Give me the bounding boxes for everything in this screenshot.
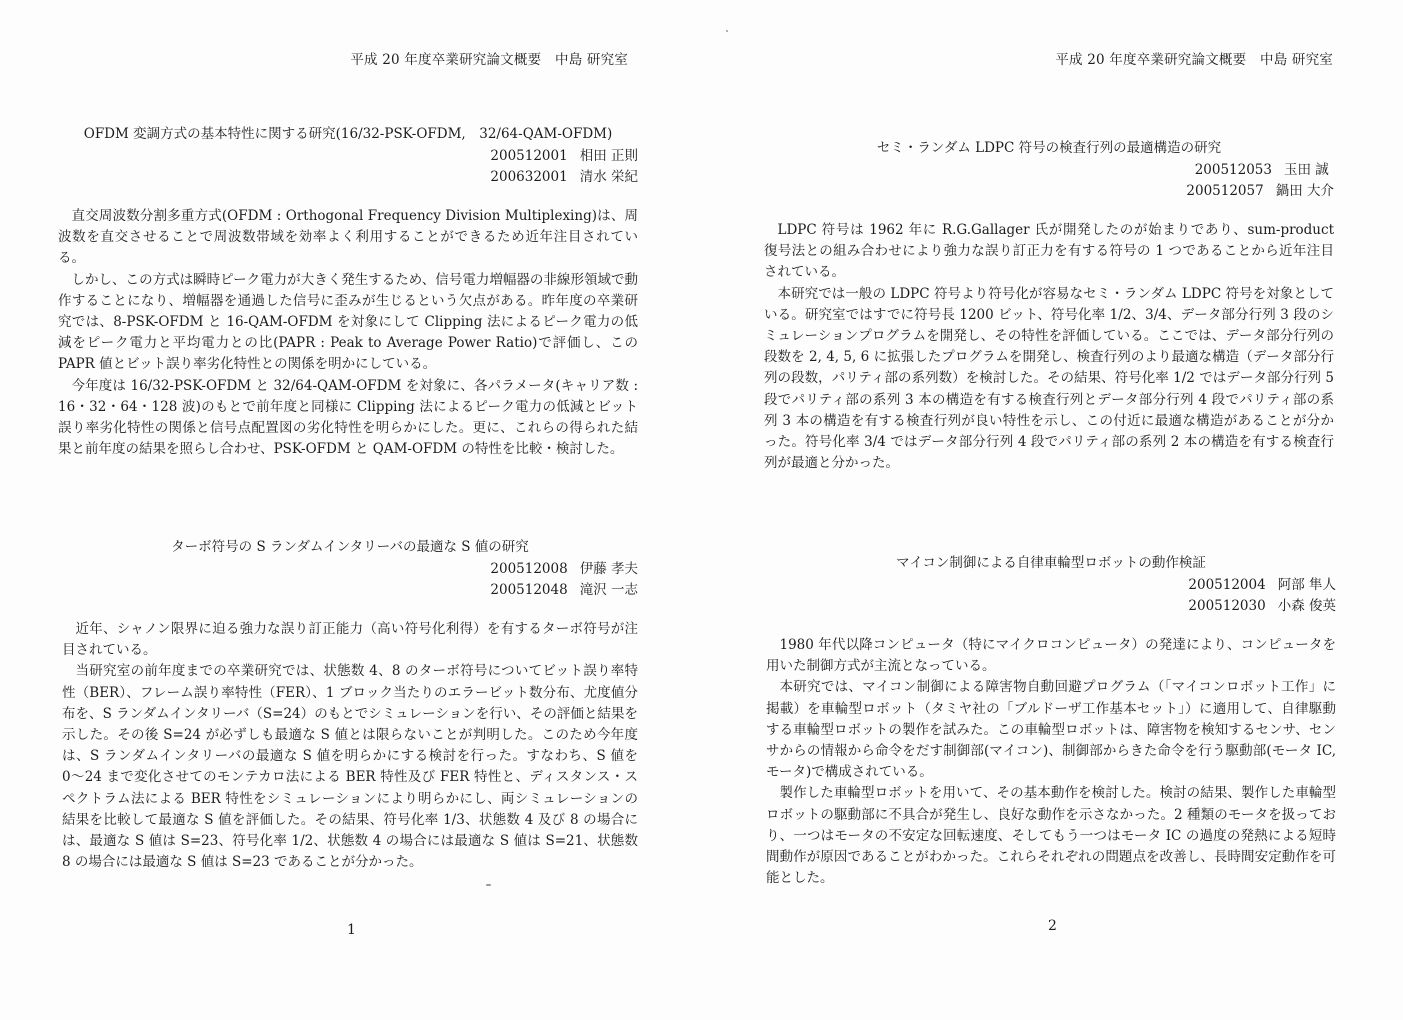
paragraph: 近年、シャノン限界に迫る強力な誤り訂正能力（高い符号化利得）を有するターボ符号が注目されている。 (62, 621, 638, 659)
paragraph: 本研究では、マイコン制御による障害物自動回避プログラム（「マイコンロボット工作」に掲載）を車輪型ロボット（タミヤ社の「ブルドーザ工作基本セット」）に適用して、自律駆動する車輪型ロボットの製作を試みた。この車輪型ロボットは、障害物を検知するセンサ、センサからの情報から命令をだす制御部(マイコン)、制御部からきた命令を行う駆動部(モータ IC,モータ)で構成されている。 (766, 679, 1336, 781)
page-1 (0, 0, 700, 1020)
paper-title: セミ・ランダム LDPC 符号の検査行列の最適構造の研究 (876, 140, 1222, 156)
paragraph: 今年度は 16/32-PSK-OFDM と 32/64-QAM-OFDM を対象に、各パラメータ(キャリア数 : 16・32・64・128 波)のもとで前年度と同様に Clipping 法によるピーク電力の低減とビット誤り率劣化特性の関係と信号点配置図の劣化特性を明らかにした。更に、これらの得られた結果と前年度の結果を照らし合わせ、PSK-OFDM と QAM-OFDM の特性を比較・検討した。 (58, 377, 638, 458)
abstract-body (766, 635, 1336, 889)
author-line (766, 596, 1336, 617)
author-list (764, 160, 1334, 202)
paper-turbo-code (62, 537, 638, 873)
author-line (62, 580, 638, 601)
author-name: 鍋田 大介 (1275, 183, 1334, 199)
author-line (58, 146, 638, 167)
author-line (764, 160, 1334, 181)
author-name: 相田 正則 (579, 148, 638, 164)
abstract-body (764, 220, 1334, 474)
author-line (62, 559, 638, 580)
paper-robot (766, 553, 1336, 889)
author-list (58, 146, 638, 188)
student-id: 200512057 (1186, 183, 1264, 199)
student-id: 200512004 (1188, 577, 1266, 593)
author-name: 小森 俊英 (1277, 598, 1336, 614)
paragraph: しかし、この方式は瞬時ピーク電力が大きく発生するため、信号電力増幅器の非線形領域で動作することになり、増幅器を通過した信号に歪みが生じるという欠点がある。昨年度の卒業研究では、8-PSK-OFDM と 16-QAM-OFDM を対象にして Clipping 法によるピーク電力の低減をピーク電力と平均電力との比(PAPR : Peak to Average Power Ratio)で評価し、この PAPR 値とビット誤り率劣化特性との関係を明かにしている。 (58, 271, 638, 373)
student-id: 200512053 (1194, 162, 1272, 178)
page-header: 平成 20 年度卒業研究論文概要 中島 研究室 (1055, 52, 1333, 68)
paragraph: 当研究室の前年度までの卒業研究では、状態数 4、8 のターボ符号についてビット誤り率特性（BER）、フレーム誤り率特性（FER）、1 ブロック当たりのエラービット数分布、尤度値分布を、S ランダムインタリーバ（S=24）のもとでシミュレーションを行い、その評価と結果を示した。その後 S=24 が必ずしも最適な S 値とは限らないことが判明した。このため今年度は、S ランダムインタリーバの最適な S 値を明らかにする検討を行った。すなわち、S 値を 0〜24 まで変化させてのモンテカロ法による BER 特性及び FER 特性と、ディスタンス・スペクトラム法による BER 特性をシミュレーションにより明らかにし、両シミュレーションの結果を比較して最適な S 値を評価した。その結果、符号化率 1/3、状態数 4 及び 8 の場合には、最適な S 値は S=23、符号化率 1/2、状態数 4 の場合には最適な S 値は S=21、状態数 8 の場合には最適な S 値は S=23 であることが分かった。 (62, 663, 638, 871)
paper-ldpc (764, 138, 1334, 474)
page-number: 1 (347, 922, 356, 938)
paragraph: 本研究では一般の LDPC 符号より符号化が容易なセミ・ランダム LDPC 符号を対象としている。研究室ではすでに符号長 1200 ビット、符号化率 1/2、3/4、データ部分行列 3 段のシミュレーションプログラムを開発し、その特性を評価している。ここでは、データ部分行列の段数を 2, 4, 5, 6 に拡張したプログラムを開発し、検査行列のより最適な構造（データ部分行列の段数，パリティ部の系列数）を検討した。その結果、符号化率 1/2 ではデータ部分行列 5 段でパリティ部の系列 3 本の構造を有する検査行列とデータ部分行列 4 段でパリティ部の系列 3 本の構造を有する検査行列が良い特性を示し、この付近に最適な構造があることが分かった。符号化率 3/4 ではデータ部分行列 4 段でパリティ部の系列 2 本の構造を有する検査行列が最適と分かった。 (764, 285, 1334, 472)
author-name: 玉田 誠 (1284, 162, 1329, 178)
paper-title: OFDM 変調方式の基本特性に関する研究(16/32-PSK-OFDM, 32/64-QAM-OFDM) (83, 126, 613, 142)
student-id: 200632001 (490, 169, 568, 185)
student-id: 200512030 (1188, 598, 1266, 614)
author-list (62, 559, 638, 601)
author-list (766, 575, 1336, 617)
student-id: 200512001 (490, 148, 568, 164)
author-name: 伊藤 孝夫 (579, 561, 638, 577)
scan-mark (726, 30, 728, 32)
paragraph: 直交周波数分割多重方式(OFDM : Orthogonal Frequency Division Multiplexing)は、周波数を直交させることで周波数帯域を効率よく利用することができるため近年注目されている。 (58, 208, 638, 267)
author-name: 清水 栄紀 (579, 169, 638, 185)
abstract-body (62, 619, 638, 873)
paper-title: マイコン制御による自律車輪型ロボットの動作検証 (896, 555, 1206, 571)
scan-mark (486, 884, 491, 886)
student-id: 200512048 (490, 582, 568, 598)
paragraph: 製作した車輪型ロボットを用いて、その基本動作を検討した。検討の結果、製作した車輪型ロボットの駆動部に不具合が発生し、良好な動作を示さなかった。2 種類のモータを扱っており、一つはモータの不安定な回転速度、そしてもう一つはモータ IC の過度の発熱による短時間動作が原因であることがわかった。これらそれぞれの問題点を改善し、長時間安定動作を可能とした。 (766, 785, 1336, 887)
author-line (766, 575, 1336, 596)
author-name: 阿部 隼人 (1277, 577, 1336, 593)
page-2 (700, 0, 1403, 1020)
paragraph: LDPC 符号は 1962 年に R.G.Gallager 氏が開発したのが始まりであり、sum-product 復号法との組み合わせにより強力な誤り訂正力を有する符号の 1 つであることから近年注目されている。 (764, 222, 1334, 281)
paper-title: ターボ符号の S ランダムインタリーバの最適な S 値の研究 (171, 539, 529, 555)
author-name: 滝沢 一志 (579, 582, 638, 598)
author-line (58, 167, 638, 188)
paper-ofdm (58, 124, 638, 460)
student-id: 200512008 (490, 561, 568, 577)
paragraph: 1980 年代以降コンピュータ（特にマイクロコンピュータ）の発達により、コンピュータを用いた制御方式が主流となっている。 (766, 637, 1336, 675)
page-header: 平成 20 年度卒業研究論文概要 中島 研究室 (350, 52, 628, 68)
page-number: 2 (1048, 918, 1057, 934)
author-line (764, 181, 1334, 202)
abstract-body (58, 206, 638, 460)
